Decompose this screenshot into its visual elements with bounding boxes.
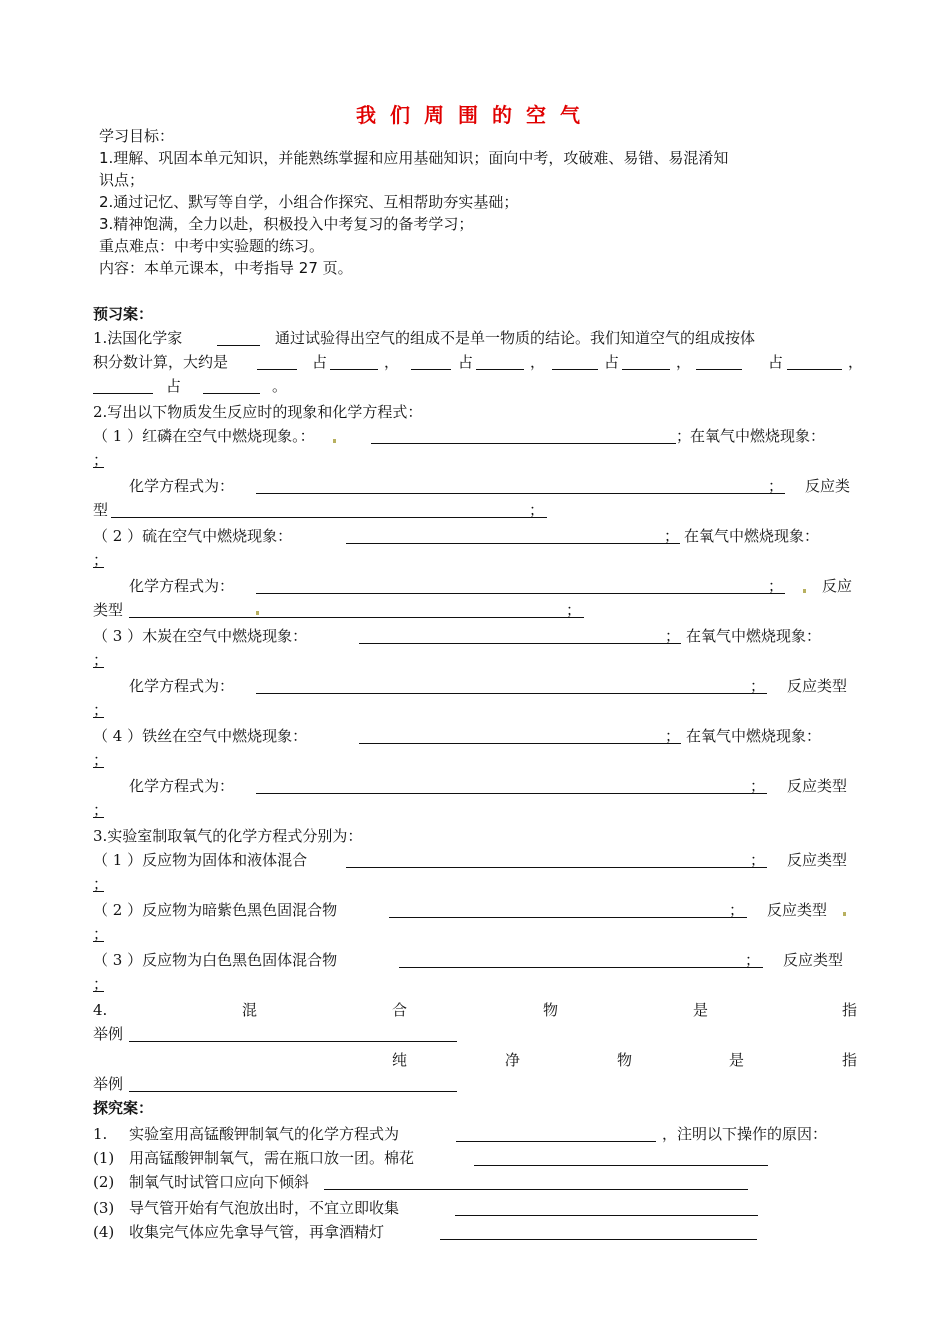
blank-q2-2-equation[interactable] [256, 593, 768, 594]
q2-4-reaction-type: 反应类型 [787, 777, 848, 795]
blank-q2-4-oxygen[interactable] [93, 767, 104, 768]
blank-q3-2-type[interactable] [93, 941, 104, 942]
q4-word-5: 指 [842, 1001, 858, 1019]
blank-q2-2-equation-tail[interactable] [768, 593, 785, 594]
q2-1-equation-label: 化学方程式为： [129, 477, 235, 495]
comma-2: ， [530, 353, 546, 371]
q2-3-text: （ 3 ）木炭在空气中燃烧现象： [93, 627, 308, 645]
explore-item-2-text: 制氧气时试管口应向下倾斜 [129, 1173, 310, 1191]
zhan-3: 占 [604, 353, 620, 371]
explore-q1-text: 实验室用高锰酸钾制氧气的化学方程式为 [129, 1125, 400, 1143]
blank-q4-pure-example[interactable] [129, 1091, 457, 1092]
mark-dot [803, 589, 806, 593]
q2-2-oxygen: 在氧气中燃烧现象： [684, 527, 820, 545]
semicolon: ； [729, 901, 745, 919]
zhan-2: 占 [458, 353, 474, 371]
semicolon: ； [750, 851, 766, 869]
objective-1-line-1: 1.理解、巩固本单元知识，并能熟练掌握和应用基础知识；面向中考，攻破难、易错、易混淆知 [99, 149, 729, 167]
blank-q3-3-equation[interactable] [399, 967, 745, 968]
blank-q2-3-equation-tail[interactable] [750, 693, 767, 694]
semicolon: ； [93, 975, 109, 993]
blank-q2-4-type[interactable] [93, 817, 104, 818]
explore-item-4-text: 收集完气体应先拿导气管，再拿酒精灯 [129, 1223, 385, 1241]
q2-1-text: （ 1 ）红磷在空气中燃烧现象。： [93, 427, 315, 445]
q4-num: 4. [93, 1001, 108, 1019]
blank-gas-3[interactable] [552, 369, 598, 370]
preview-heading: 预习案： [93, 305, 154, 323]
blank-q2-1-equation-tail[interactable] [768, 493, 785, 494]
blank-q2-1-equation[interactable] [256, 493, 768, 494]
blank-chemist[interactable] [217, 345, 260, 346]
explore-heading: 探究案： [93, 1099, 154, 1117]
explore-item-4-num: (4) [93, 1223, 115, 1241]
blank-pct-5[interactable] [203, 393, 260, 394]
blank-q2-1-type[interactable] [111, 517, 529, 518]
semicolon: ； [745, 951, 761, 969]
q2-1-reaction-type-b: 型 [93, 501, 109, 519]
semicolon: ； [93, 751, 109, 769]
blank-explore-q1-equation[interactable] [456, 1141, 656, 1142]
q2-4-oxygen: 在氧气中燃烧现象： [686, 727, 822, 745]
blank-q2-2-air-tail[interactable] [664, 543, 680, 544]
q2-2-text: （ 2 ）硫在空气中燃烧现象： [93, 527, 293, 545]
blank-q2-1-air[interactable] [371, 443, 676, 444]
mark-dot [333, 439, 336, 443]
q4-example-label-1: 举例 [93, 1025, 124, 1043]
blank-q2-2-type-tail[interactable] [566, 617, 584, 618]
semicolon: ； [664, 527, 680, 545]
semicolon: ； [93, 701, 109, 719]
explore-item-1-text: 用高锰酸钾制氧气，需在瓶口放一团。棉花 [129, 1149, 415, 1167]
blank-gas-4[interactable] [696, 369, 742, 370]
semicolon: ； [750, 677, 766, 695]
q4-word-4: 是 [693, 1001, 709, 1019]
blank-gas-1[interactable] [257, 369, 297, 370]
q4-b-word-3: 物 [617, 1051, 633, 1069]
blank-explore-item-2[interactable] [324, 1189, 748, 1190]
blank-q3-2-equation-tail[interactable] [729, 917, 747, 918]
objective-1-line-2: 识点； [99, 171, 145, 189]
blank-gas-5[interactable] [93, 393, 153, 394]
semicolon: ； [93, 651, 109, 669]
blank-explore-item-1[interactable] [474, 1165, 768, 1166]
semicolon: ； [665, 727, 681, 745]
blank-q3-1-equation-tail[interactable] [750, 867, 767, 868]
comma-3: ， [676, 353, 692, 371]
comma-4: ， [848, 353, 864, 371]
semicolon: ； [750, 777, 766, 795]
blank-q2-3-air[interactable] [359, 643, 665, 644]
q3-2-reaction-type: 反应类型 [767, 901, 828, 919]
q3-text: 3.实验室制取氧气的化学方程式分别为： [93, 827, 363, 845]
q2-3-reaction-type: 反应类型 [787, 677, 848, 695]
q2-3-oxygen: 在氧气中燃烧现象： [686, 627, 822, 645]
blank-q2-3-type[interactable] [93, 717, 104, 718]
blank-pct-3[interactable] [622, 369, 670, 370]
zhan-5: 占 [166, 377, 182, 395]
blank-pct-4[interactable] [787, 369, 842, 370]
q1-text-c: 积分数计算，大约是 [93, 353, 229, 371]
q4-word-1: 混 [242, 1001, 258, 1019]
q3-3-reaction-type: 反应类型 [783, 951, 844, 969]
q4-b-word-4: 是 [729, 1051, 745, 1069]
blank-q3-3-type[interactable] [93, 991, 104, 992]
semicolon: ； [93, 875, 109, 893]
q2-2-reaction-a: 反应 [822, 577, 853, 595]
q2-1-oxygen: 在氧气中燃烧现象： [690, 427, 826, 445]
key-points: 重点难点：中考中实验题的练习。 [99, 237, 325, 255]
blank-q2-2-type[interactable] [129, 617, 566, 618]
explore-item-3-num: (3) [93, 1199, 115, 1217]
q1-text-b: 通过试验得出空气的组成不是单一物质的结论。我们知道空气的组成按体 [275, 329, 756, 347]
q2-2-reaction-b: 类型 [93, 601, 124, 619]
q2-4-text: （ 4 ）铁丝在空气中燃烧现象： [93, 727, 308, 745]
blank-pct-1[interactable] [330, 369, 378, 370]
q3-2-text: （ 2 ）反应物为暗紫色黑色固混合物 [93, 901, 338, 919]
zhan-4: 占 [768, 353, 784, 371]
objectives-heading: 学习目标： [99, 127, 175, 145]
page-title: 我们周围的空气 [356, 103, 594, 127]
semicolon: ； [676, 427, 692, 445]
explore-q1-tail: ，注明以下操作的原因： [662, 1125, 828, 1143]
semicolon: ； [768, 477, 784, 495]
q2-text: 2.写出以下物质发生反应时的现象和化学方程式： [93, 403, 423, 421]
objective-3: 3.精神饱满，全力以赴，积极投入中考复习的备考学习； [99, 215, 474, 233]
semicolon: ； [93, 451, 109, 469]
q4-b-word-2: 净 [505, 1051, 521, 1069]
blank-gas-2[interactable] [411, 369, 451, 370]
q4-b-word-5: 指 [842, 1051, 858, 1069]
blank-q2-4-equation-tail[interactable] [750, 793, 767, 794]
blank-q2-4-air[interactable] [359, 743, 665, 744]
blank-q2-4-equation[interactable] [256, 793, 750, 794]
semicolon: ； [93, 801, 109, 819]
semicolon: ； [93, 925, 109, 943]
q1-text-a: 1.法国化学家 [93, 329, 183, 347]
blank-explore-item-3[interactable] [455, 1215, 758, 1216]
blank-q3-2-equation[interactable] [389, 917, 729, 918]
blank-q2-4-air-tail[interactable] [665, 743, 681, 744]
mark-dot [843, 912, 846, 916]
q4-example-label-2: 举例 [93, 1075, 124, 1093]
period-1: 。 [272, 377, 288, 395]
content-note: 内容：本单元课本，中考指导 27 页。 [99, 259, 353, 277]
semicolon: ； [665, 627, 681, 645]
blank-q3-3-equation-tail[interactable] [745, 967, 763, 968]
blank-q2-3-air-tail[interactable] [665, 643, 681, 644]
objective-2: 2.通过记忆、默写等自学，小组合作探究、互相帮助夯实基础； [99, 193, 519, 211]
blank-q2-3-oxygen[interactable] [93, 667, 104, 668]
semicolon: ； [529, 501, 545, 519]
semicolon: ； [566, 601, 582, 619]
zhan-1: 占 [312, 353, 328, 371]
q3-1-reaction-type: 反应类型 [787, 851, 848, 869]
q4-word-2: 合 [392, 1001, 408, 1019]
blank-explore-item-4[interactable] [440, 1239, 757, 1240]
explore-q1-num: 1. [93, 1125, 108, 1143]
blank-q4-mixture-example[interactable] [129, 1041, 457, 1042]
q2-3-equation-label: 化学方程式为： [129, 677, 235, 695]
semicolon: ； [93, 551, 109, 569]
q2-1-reaction-type-a: 反应类 [805, 477, 851, 495]
q3-3-text: （ 3 ）反应物为白色黑色固体混合物 [93, 951, 338, 969]
q2-4-equation-label: 化学方程式为： [129, 777, 235, 795]
blank-q2-3-equation[interactable] [256, 693, 750, 694]
blank-q2-1-type-tail[interactable] [529, 517, 547, 518]
q4-word-3: 物 [543, 1001, 559, 1019]
blank-q2-2-oxygen[interactable] [93, 567, 104, 568]
explore-item-3-text: 导气管开始有气泡放出时，不宜立即收集 [129, 1199, 400, 1217]
explore-item-2-num: (2) [93, 1173, 115, 1191]
q4-b-word-1: 纯 [392, 1051, 408, 1069]
blank-q3-1-equation[interactable] [346, 867, 750, 868]
explore-item-1-num: (1) [93, 1149, 115, 1167]
comma-1: ， [384, 353, 400, 371]
blank-q2-2-air[interactable] [346, 543, 664, 544]
mark-dot [256, 611, 259, 615]
blank-pct-2[interactable] [476, 369, 524, 370]
q2-2-equation-label: 化学方程式为： [129, 577, 235, 595]
semicolon: ； [768, 577, 784, 595]
q3-1-text: （ 1 ）反应物为固体和液体混合 [93, 851, 308, 869]
blank-q3-1-type[interactable] [93, 891, 104, 892]
